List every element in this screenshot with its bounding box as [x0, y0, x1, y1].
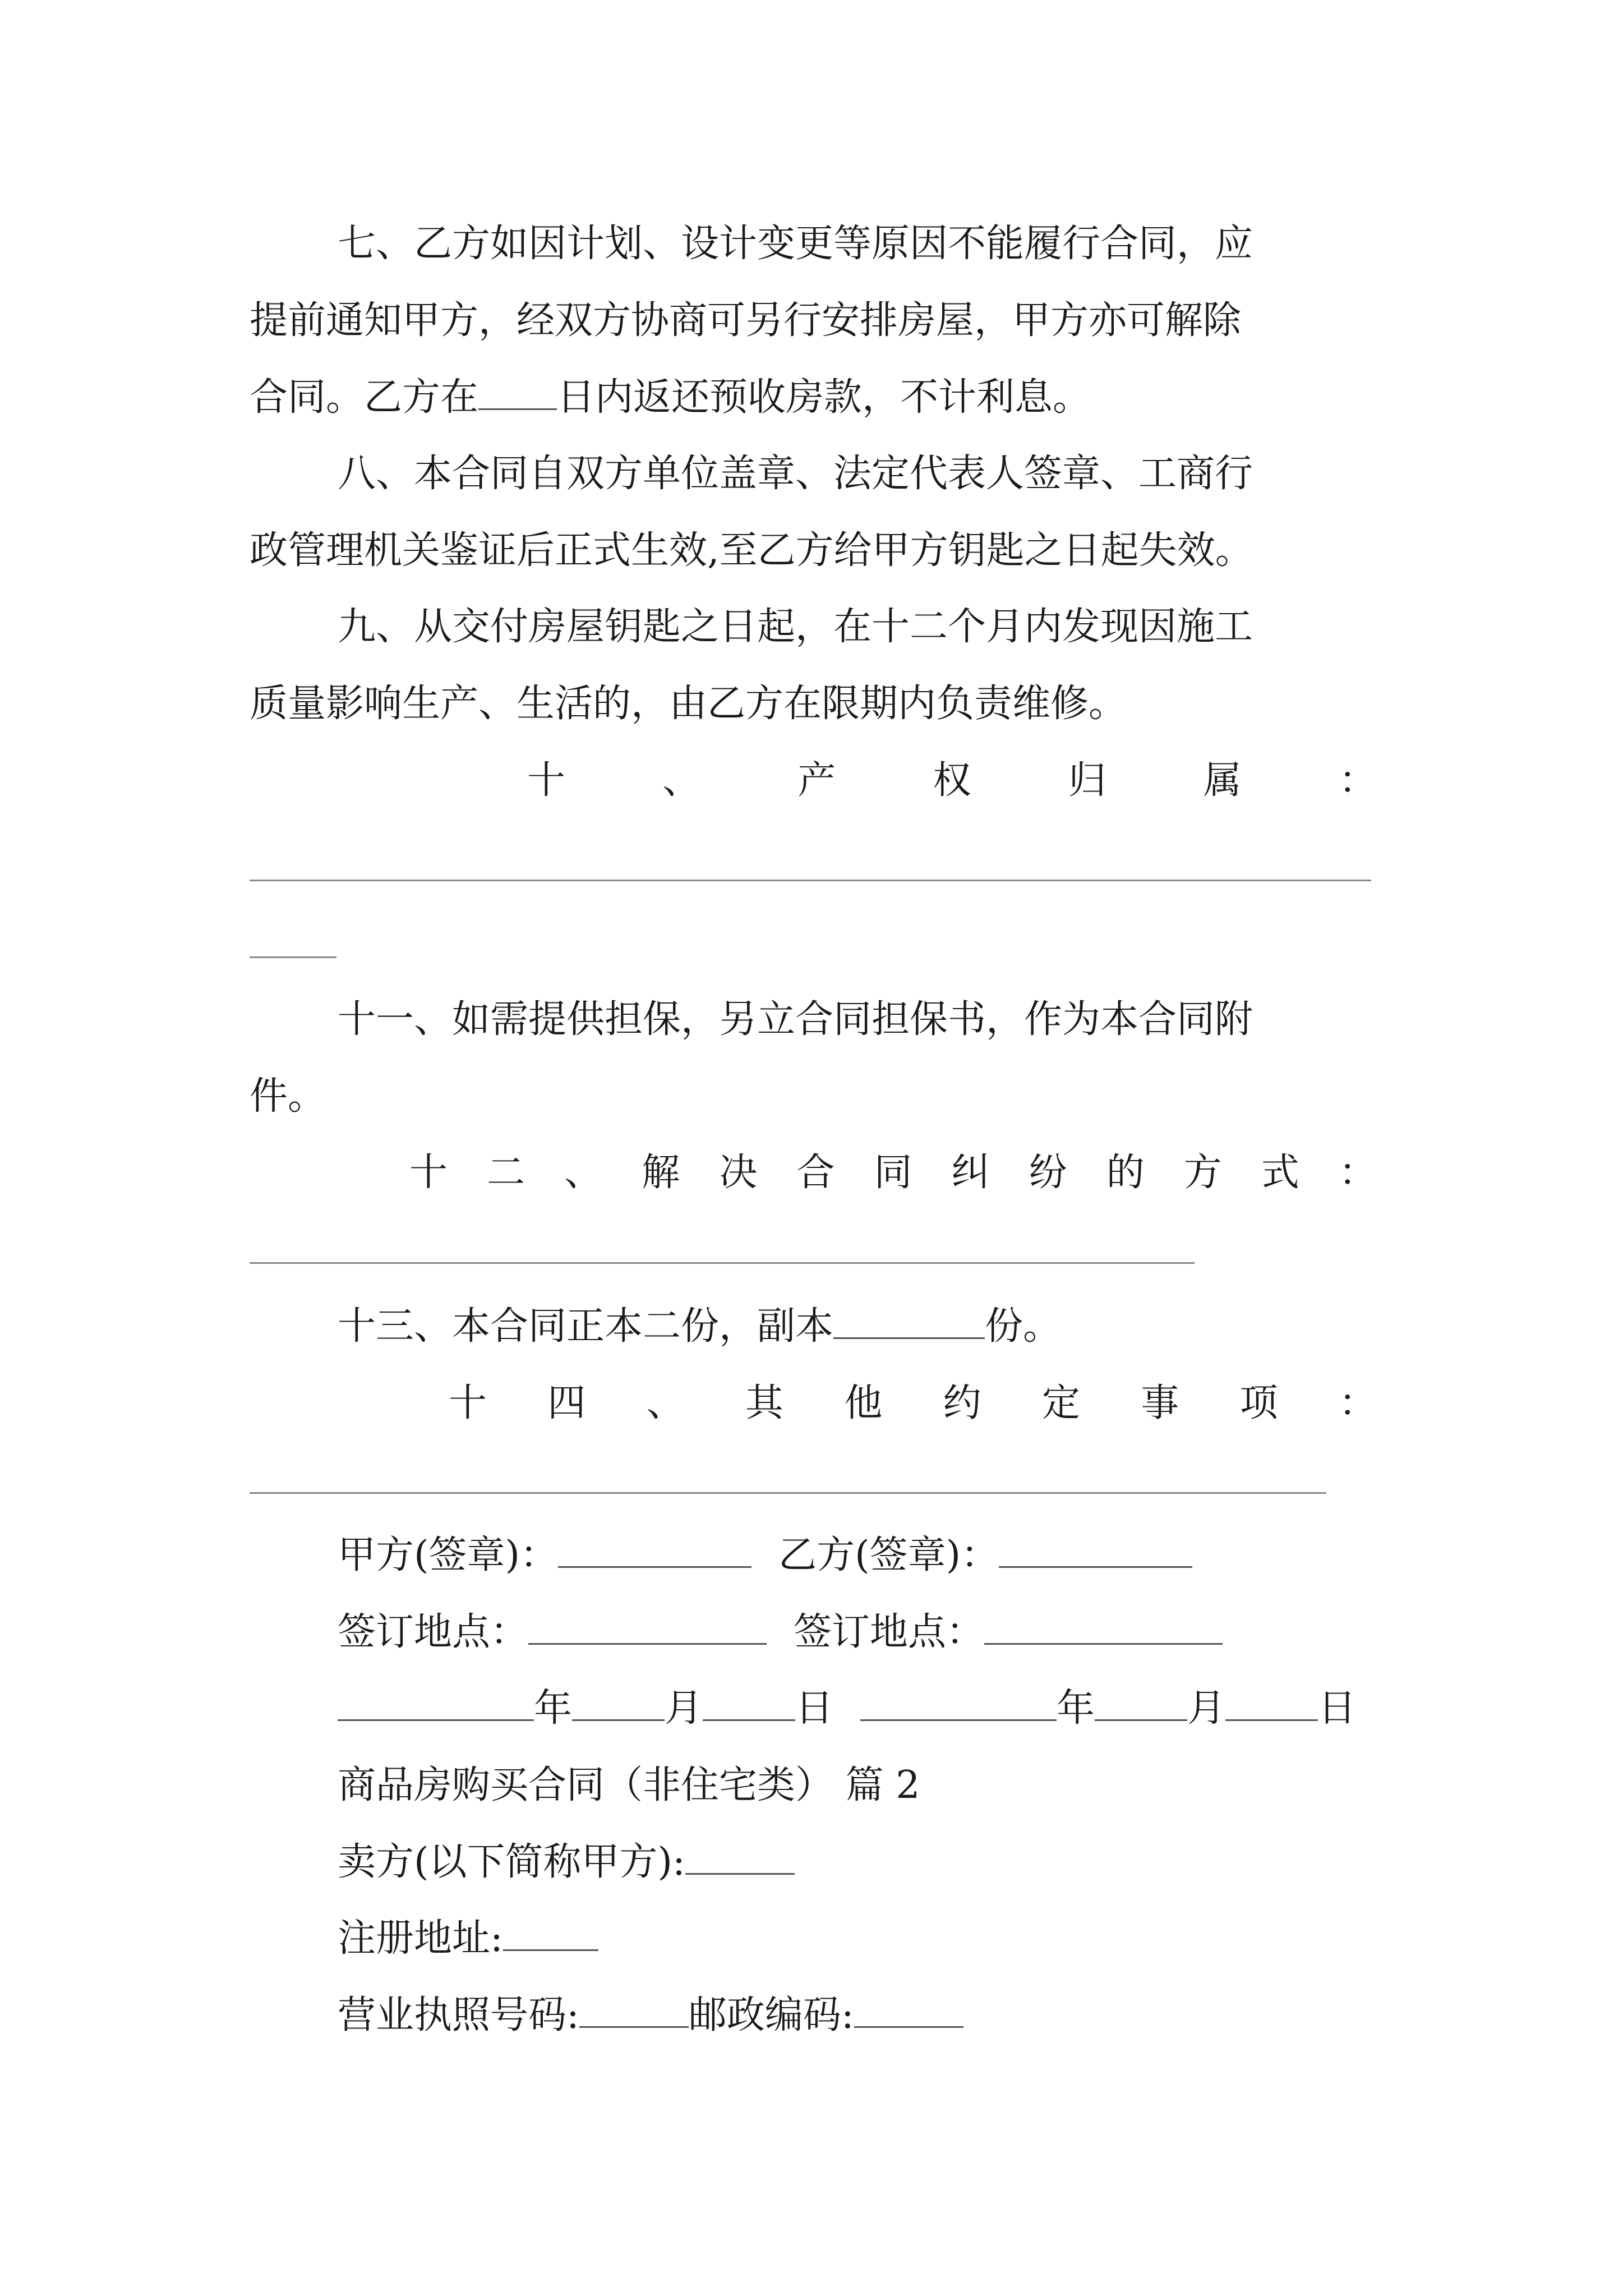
- clause-10-char: 、: [662, 758, 701, 803]
- clause-10-char: 十: [527, 758, 566, 803]
- clause-11-line-2: 件。: [250, 1074, 326, 1119]
- clause-7-text-a: 合同。乙方在: [250, 375, 479, 420]
- clause-11-line-1: 十一、如需提供担保，另立合同担保书，作为本合同附: [338, 997, 1253, 1042]
- clause-10-char: 产: [797, 758, 836, 803]
- clause-14-char: 其: [745, 1381, 783, 1425]
- clause-12-char: 的: [1106, 1151, 1145, 1195]
- license-blank: [579, 1991, 689, 2028]
- clause-14-char: 他: [844, 1381, 883, 1425]
- clause-12-char: 、: [564, 1151, 603, 1195]
- clause-10-blank-line-1: [250, 880, 1371, 881]
- party-a-sign-blank: [558, 1531, 751, 1568]
- clause-12-char: 同: [874, 1151, 912, 1195]
- seller-row: [338, 1837, 1377, 1888]
- clause-12-heading: [409, 1148, 1377, 1198]
- clause-12-char: 二: [487, 1151, 525, 1195]
- clause-14-char: 项: [1239, 1381, 1278, 1425]
- party-b-place-blank: [984, 1608, 1223, 1645]
- party-a-day-blank: [703, 1685, 795, 1721]
- seller-label: 卖方(以下简称甲方):: [338, 1840, 685, 1884]
- party-a-place-label: 签订地点：: [338, 1610, 529, 1654]
- address-blank: [503, 1915, 598, 1951]
- clause-12-char: 十: [409, 1151, 448, 1195]
- days-blank: [478, 374, 557, 410]
- clause-12-char: 纷: [1029, 1151, 1067, 1195]
- clause-12-char: ：: [1338, 1151, 1377, 1195]
- clause-12-blank-line: [250, 1262, 1195, 1264]
- clause-10-char: 属: [1203, 758, 1242, 803]
- party-b-sign-label: 乙方(签章)：: [778, 1533, 999, 1577]
- clause-14-char: 事: [1141, 1381, 1179, 1425]
- clause-13-line: [338, 1301, 1377, 1352]
- clause-14-char: 定: [1041, 1381, 1080, 1425]
- clause-12-char: 纠: [951, 1151, 990, 1195]
- address-label: 注册地址:: [338, 1916, 503, 1961]
- day-label: 日: [1318, 1686, 1357, 1731]
- party-b-place-label: 签订地点：: [794, 1610, 985, 1654]
- year-label: 年: [534, 1686, 573, 1731]
- clause-14-char: 约: [943, 1381, 981, 1425]
- party-b-year-blank: [860, 1685, 1057, 1721]
- clause-14-char: ：: [1338, 1381, 1377, 1425]
- clause-14-char: 、: [646, 1381, 685, 1425]
- clause-13-text-a: 十三、本合同正本二份，副本: [338, 1304, 834, 1349]
- clause-14-blank-line: [250, 1492, 1326, 1494]
- clause-13-text-b: 份。: [985, 1304, 1062, 1349]
- date-row: [338, 1683, 1377, 1734]
- license-label: 营业执照号码:: [338, 1993, 579, 2037]
- clause-12-char: 解: [642, 1151, 680, 1195]
- clause-9-line-1: 九、从交付房屋钥匙之日起，在十二个月内发现因施工: [338, 605, 1253, 649]
- month-label: 月: [665, 1686, 703, 1731]
- section-2-title: 商品房购买合同（非住宅类） 篇 2: [338, 1763, 920, 1807]
- clause-8-line-2: 政管理机关鉴证后正式生效,至乙方给甲方钥匙之日起失效。: [250, 528, 1253, 573]
- month-label: 月: [1187, 1686, 1226, 1731]
- clause-12-char: 决: [719, 1151, 758, 1195]
- clause-7-line-3: [250, 372, 1377, 423]
- party-b-month-blank: [1095, 1685, 1187, 1721]
- clause-10-heading: [527, 756, 1377, 806]
- clause-14-char: 四: [547, 1381, 586, 1425]
- party-a-sign-label: 甲方(签章)：: [338, 1533, 559, 1577]
- party-a-year-blank: [338, 1685, 534, 1721]
- clause-7-line-2: 提前通知甲方，经双方协商可另行安排房屋，甲方亦可解除: [250, 298, 1242, 343]
- address-row: [338, 1913, 1377, 1964]
- party-b-day-blank: [1225, 1685, 1318, 1721]
- clause-12-char: 合: [796, 1151, 835, 1195]
- clause-14-char: 十: [449, 1381, 487, 1425]
- clause-14-heading: [449, 1378, 1377, 1429]
- signing-place-row: [338, 1607, 1377, 1658]
- seller-blank: [685, 1838, 795, 1875]
- license-row: [338, 1990, 1377, 2041]
- signature-row: [338, 1530, 1377, 1581]
- year-label: 年: [1057, 1686, 1095, 1731]
- clause-10-char: 权: [933, 758, 971, 803]
- postcode-blank: [854, 1991, 963, 2028]
- day-label: 日: [795, 1686, 834, 1731]
- copies-blank: [833, 1303, 985, 1339]
- clause-10-char: ：: [1338, 758, 1377, 803]
- clause-12-char: 式: [1261, 1151, 1299, 1195]
- clause-10-blank-line-2: [250, 956, 336, 958]
- clause-9-line-2: 质量影响生产、生活的，由乙方在限期内负责维修。: [250, 682, 1127, 726]
- clause-10-char: 归: [1068, 758, 1106, 803]
- party-a-place-blank: [528, 1608, 767, 1645]
- party-a-month-blank: [572, 1685, 665, 1721]
- clause-7-text-b: 日内返还预收房款，不计利息。: [557, 375, 1091, 420]
- clause-8-line-1: 八、本合同自双方单位盖章、法定代表人签章、工商行: [338, 452, 1253, 496]
- clause-7-line-1: 七、乙方如因计划、设计变更等原因不能履行合同，应: [338, 222, 1253, 266]
- postcode-label: 邮政编码:: [688, 1993, 854, 2037]
- clause-12-char: 方: [1183, 1151, 1222, 1195]
- party-b-sign-blank: [999, 1531, 1192, 1568]
